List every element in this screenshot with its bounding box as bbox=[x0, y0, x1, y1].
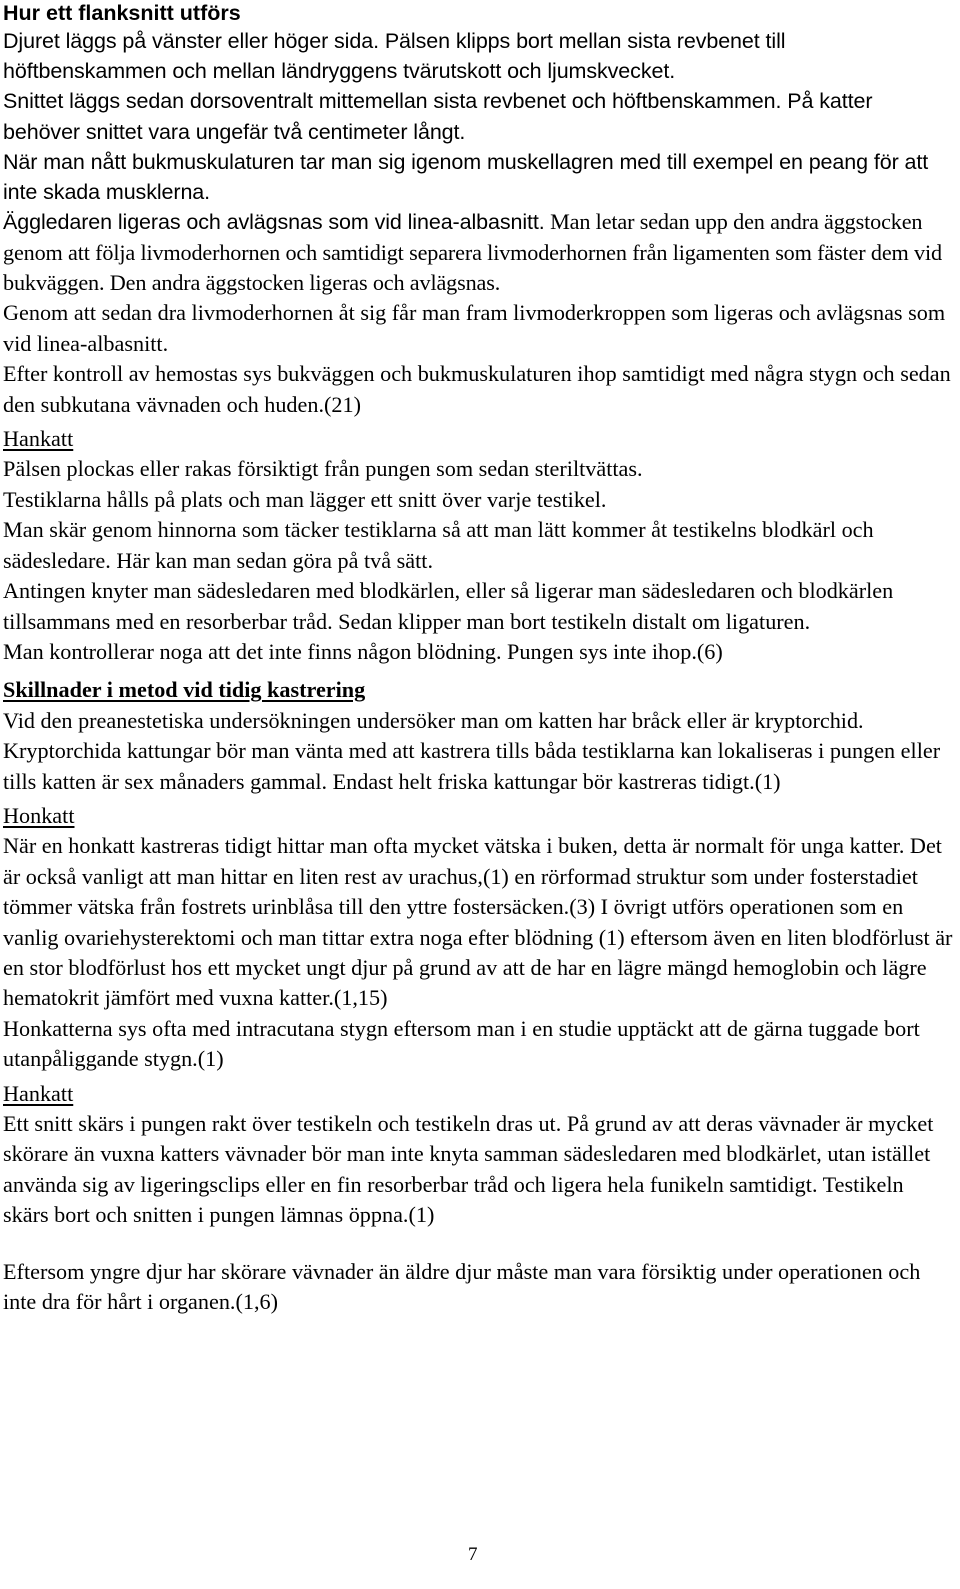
section-heading: Honkatt bbox=[3, 802, 75, 828]
paragraph: Genom att sedan dra livmoderhornen åt sig får man fram livmoderkroppen som ligeras och avlägsnas som vid linea-albasnitt. bbox=[3, 300, 946, 356]
section-heading: Hankatt bbox=[3, 1080, 74, 1106]
paragraph: Man kontrollerar noga att det inte finns någon blödning. Pungen sys inte ihop.(6) bbox=[3, 638, 723, 664]
section-heading: Hankatt bbox=[3, 426, 74, 452]
page-number: 7 bbox=[468, 1544, 478, 1565]
paragraph: När man nått bukmuskulaturen tar man sig igenom muskellagren med till exempel en peang för att inte skada musklerna. bbox=[3, 149, 929, 205]
paragraph: Testiklarna hålls på plats och man lägger ett snitt över varje testikel. bbox=[3, 486, 607, 512]
paragraph: Honkatterna sys ofta med intracutana stygn eftersom man i en studie upptäckt att de gärna tuggade bort utanpåliggande stygn.(1) bbox=[3, 1015, 920, 1072]
hankatt-section bbox=[3, 424, 953, 667]
paragraph: Pälsen plockas eller rakas försiktigt från pungen som sedan steriltvättas. bbox=[3, 456, 643, 482]
flank-incision-section bbox=[3, 26, 953, 207]
hankatt-early-section bbox=[3, 1079, 953, 1231]
paragraph bbox=[3, 207, 953, 298]
paragraph: Ett snitt skärs i pungen rakt över testikeln och testikeln dras ut. På grund av att deras vävnader är mycket skörare än vuxna katters vävnader bör man inte knyta samman sädesledaren med blodkärlet, utan istället använda sig av ligeringsclips eller en fin resorberbar tråd och ligera hela funikeln samtidigt. Testikeln skärs bort och snitten i pungen lämnas öppna.(1) bbox=[3, 1111, 934, 1228]
paragraph: Man skär genom hinnorna som täcker testiklarna så att man lätt kommer åt testikelns blodkärl och sädesledare. Här kan man sedan göra på två sätt. bbox=[3, 517, 874, 573]
paragraph: Snittet läggs sedan dorsoventralt mittemellan sista revbenet och höftbenskammen. På katter behöver snittet vara ungefär två centimeter långt. bbox=[3, 89, 873, 144]
section-heading: Skillnader i metod vid tidig kastrering bbox=[3, 677, 366, 703]
honkatt-section bbox=[3, 801, 953, 1075]
flank-incision-section-cont bbox=[3, 298, 953, 420]
paragraph: Efter kontroll av hemostas sys bukväggen och bukmuskulaturen ihop samtidigt med några stygn och sedan den subkutana vävnaden och huden.(21) bbox=[3, 361, 951, 417]
paragraph: Djuret läggs på vänster eller höger sida. Pälsen klipps bort mellan sista revbenet till höftbenskammen och mellan ländryggens tvärutskott och ljumskvecket. bbox=[3, 29, 786, 84]
paragraph: Antingen knyter man sädesledaren med blodkärlen, eller så ligerar man sädesledaren och blodkärlen tillsammans med en resorberbar tråd. Sedan klipper man bort testikeln distalt om ligaturen. bbox=[3, 578, 894, 634]
document-page bbox=[3, 0, 953, 1317]
closing-paragraph: Eftersom yngre djur har skörare vävnader än äldre djur måste man vara försiktig under operationen och inte dra för hårt i organen.(1,6) bbox=[3, 1258, 921, 1315]
paragraph: När en honkatt kastreras tidigt hittar man ofta mycket vätska i buken, detta är normalt för unga katter. Det är också vanligt att man hittar en liten rest av urachus,(1) en rörformad struktur som under fosterstadiet tömmer vätska från fostrets urinblåsa till den yttre fostersäcken.(3) I övrigt utförs operationen som en vanlig ovariehysterektomi och man tittar extra noga efter blödning (1) eftersom även en liten blodförlust är en stor blodförlust hos ett mycket ungt djur på grund av att de har en lägre mängd hemoglobin och lägre hematokrit jämfört med vuxna katter.(1,15) bbox=[3, 833, 953, 1011]
paragraph: Vid den preanestetiska undersökningen undersöker man om katten har bråck eller är kryptorchid. Kryptorchida kattungar bör man vänta med att kastrera tills båda testiklarna kan lokaliseras i pungen eller tills katten är sex månaders gammal. Endast helt friska kattungar bör kastreras tidigt.(1) bbox=[3, 707, 941, 794]
paragraph-lead: Äggledaren ligeras och avlägsnas som vid linea-albasnitt. bbox=[3, 210, 545, 235]
page-title: Hur ett flanksnitt utförs bbox=[3, 1, 241, 25]
paragraph-rest: Man letar sedan upp den andra äggstocken genom att följa livmoderhornen och samtidigt separera livmoderhornen från ligamenten som fäster dem vid bukväggen. Den andra äggstocken ligeras och avlägsnas. bbox=[3, 209, 942, 296]
skillnader-section bbox=[3, 675, 953, 797]
